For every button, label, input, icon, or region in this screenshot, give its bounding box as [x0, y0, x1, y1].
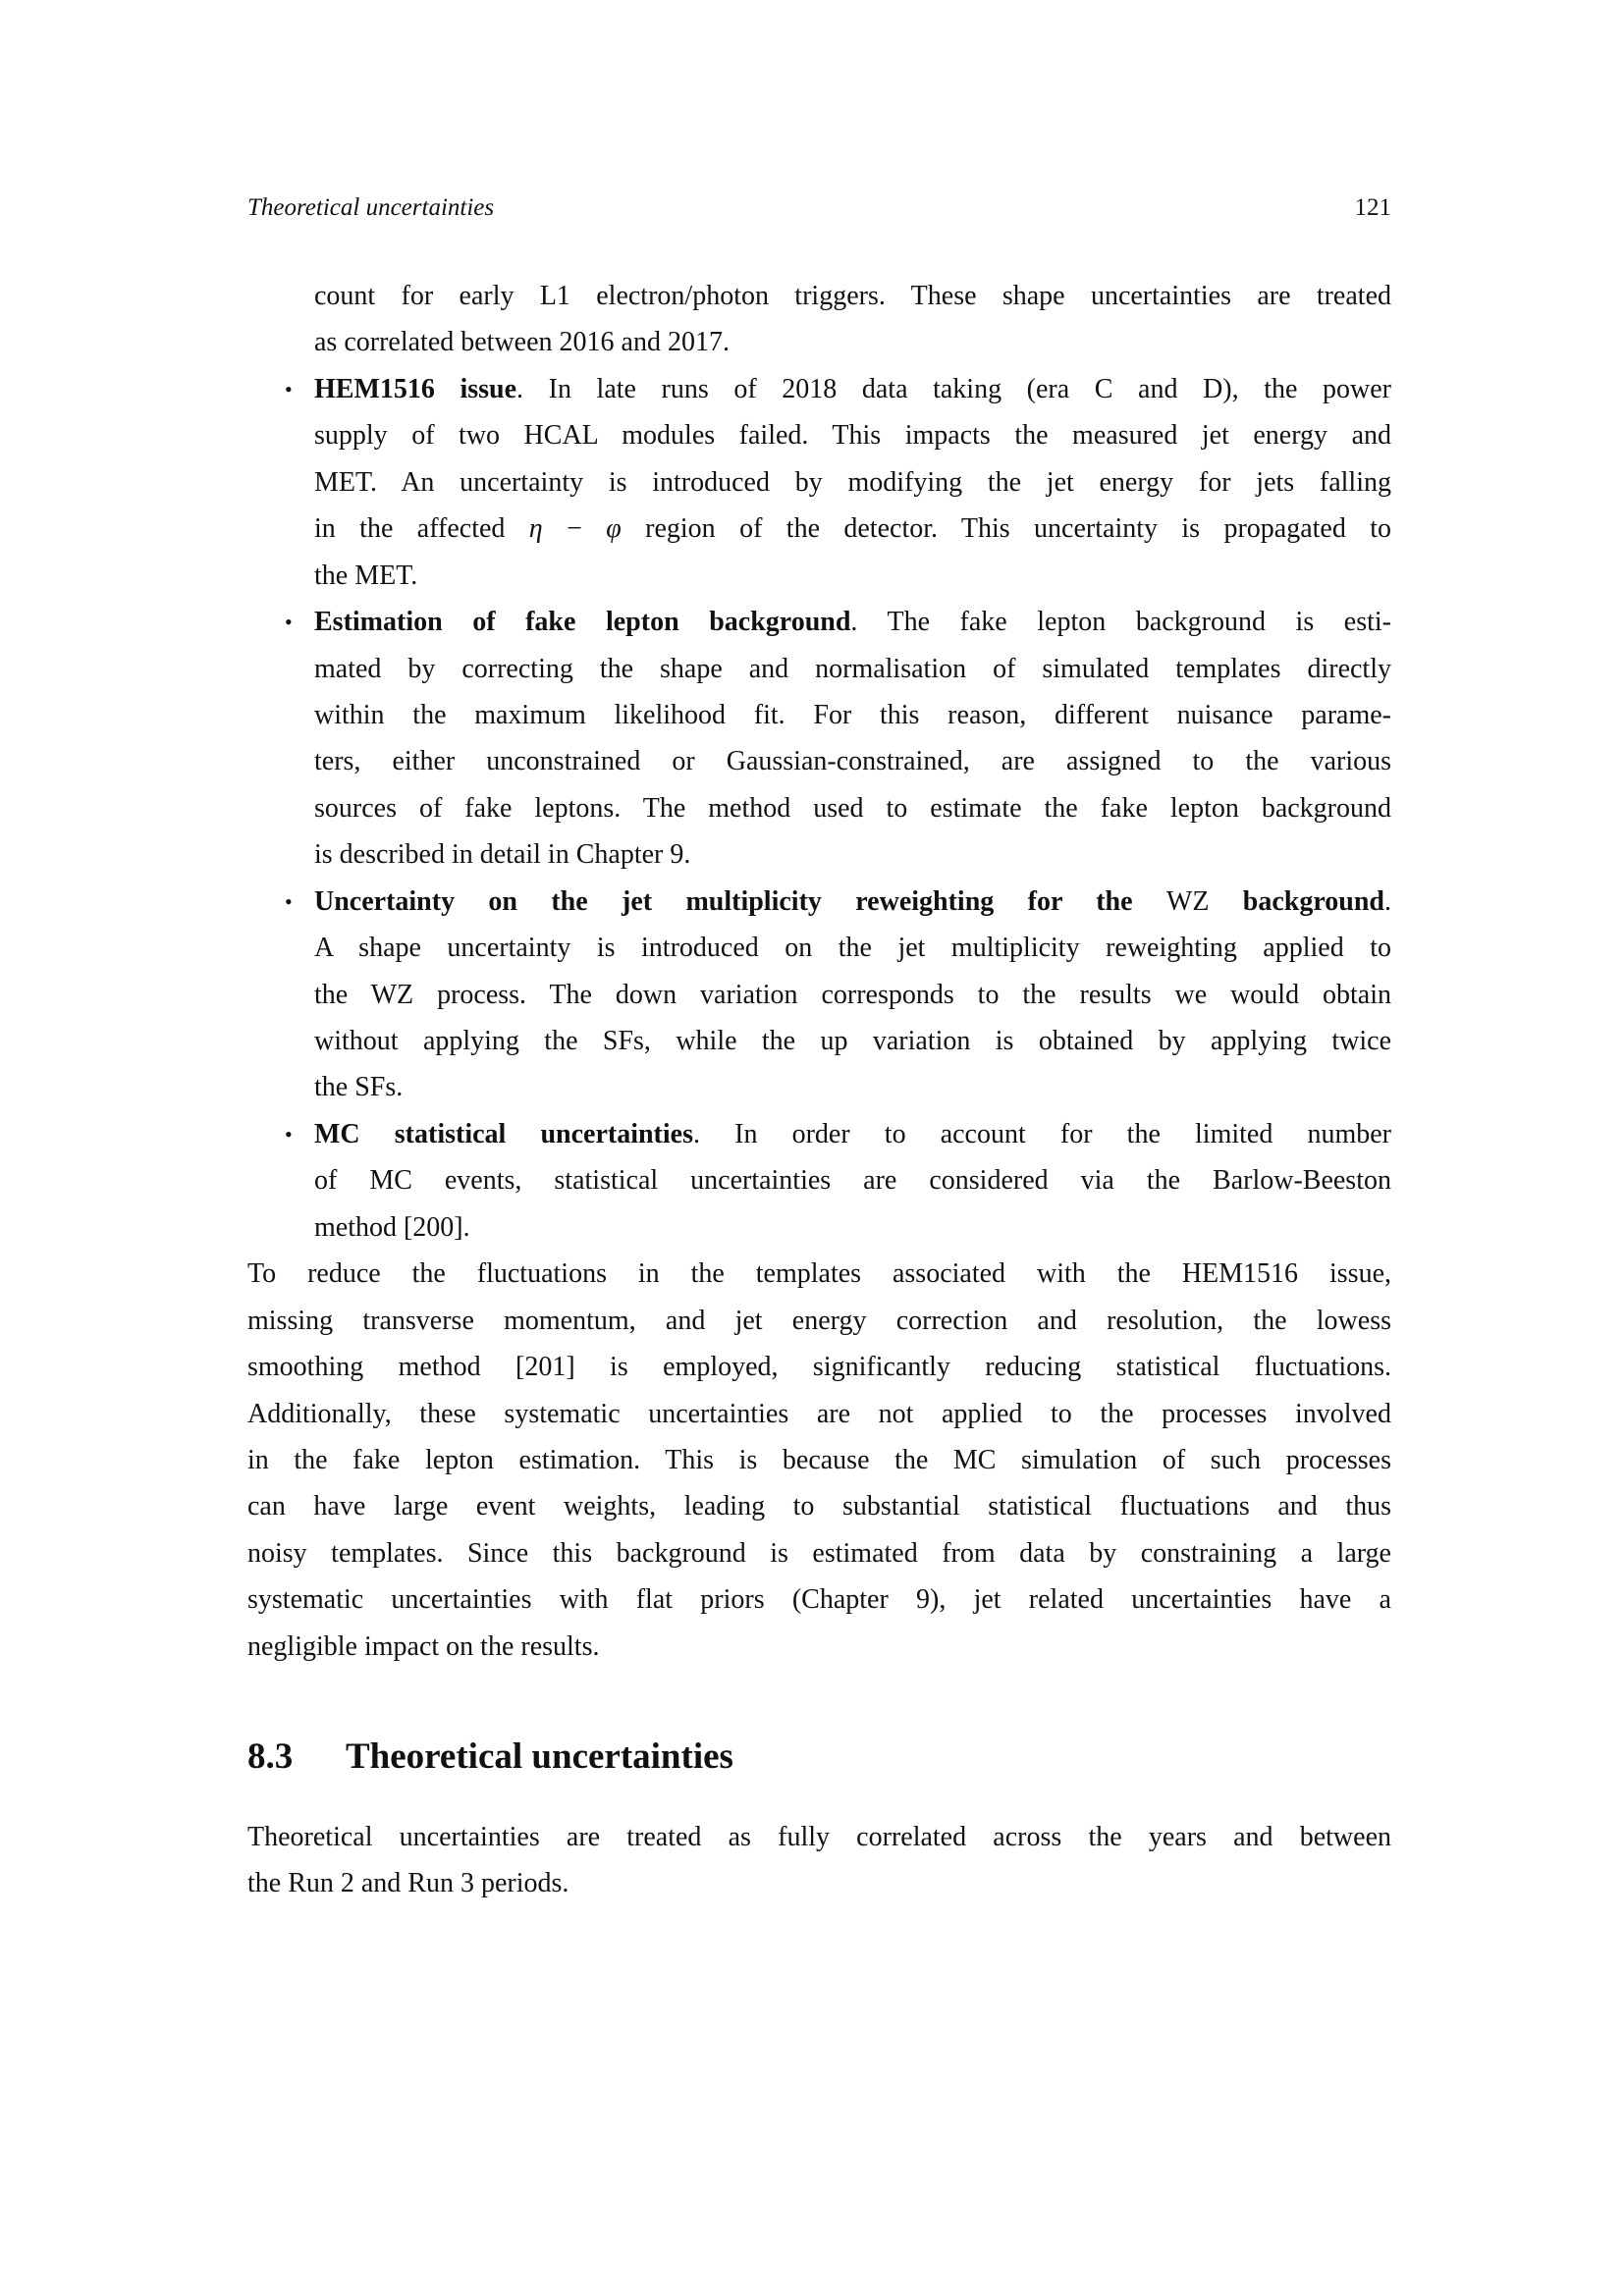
text-span: the WZ process. The down variation corresponds to the results we would obtain [314, 979, 1391, 1010]
text-line [314, 319, 1391, 365]
math-symbol: η [528, 513, 543, 545]
text-span: as correlated between 2016 and 2017. [314, 327, 730, 358]
text-line [314, 506, 1391, 552]
text-span: smoothing method [201] is employed, significantly reducing statistical fluctuations. [247, 1352, 1391, 1383]
text-line [314, 646, 1391, 692]
text-line [314, 925, 1391, 971]
text-span: negligible impact on the results. [247, 1630, 600, 1662]
text-line [314, 738, 1391, 784]
text-line [314, 412, 1391, 458]
bold-term: background [1209, 885, 1384, 917]
text-line [314, 972, 1391, 1018]
text-span: A shape uncertainty is introduced on the jet multiplicity reweighting applied to [314, 933, 1391, 964]
bullet-icon: • [285, 888, 293, 914]
text-span: . [1384, 885, 1391, 917]
text-span: ters, either unconstrained or Gaussian-constrained, are assigned to the various [314, 746, 1391, 777]
bullet-item-line [285, 1111, 1391, 1157]
text-span: missing transverse momentum, and jet energy correction and resolution, the lowess [247, 1305, 1391, 1336]
text-span: the SFs. [314, 1072, 404, 1103]
text-span: is described in detail in Chapter 9. [314, 839, 691, 871]
text-span: − [542, 513, 607, 545]
text-span: . In order to account for the limited number [692, 1118, 1391, 1149]
text-span: mated by correcting the shape and normalisation of simulated templates directly [314, 653, 1391, 684]
text-span: of MC events, statistical uncertainties are considered via the Barlow-Beeston [314, 1165, 1391, 1197]
bold-term: HEM1516 issue [314, 373, 517, 404]
section-title: Theoretical uncertainties [346, 1736, 733, 1777]
bullet-icon: • [285, 1121, 293, 1147]
text-line [314, 553, 1391, 599]
text-span: supply of two HCAL modules failed. This impacts the measured jet energy and [314, 420, 1391, 452]
bullet-item-line [285, 599, 1391, 645]
text-span: systematic uncertainties with flat priors (Chapter 9), jet related uncertainties have a [247, 1584, 1391, 1616]
text-line [314, 273, 1391, 319]
math-symbol: φ [606, 513, 622, 545]
text-span: Theoretical uncertainties are treated as fully correlated across the years and between [247, 1822, 1391, 1852]
text-line [314, 831, 1391, 878]
text-span: can have large event weights, leading to substantial statistical fluctuations and thus [247, 1491, 1391, 1522]
text-line [247, 1814, 1391, 1860]
running-header-title: Theoretical uncertainties [247, 194, 495, 221]
text-span: sources of fake leptons. The method used to estimate the fake lepton background [314, 792, 1391, 824]
section-paragraph [247, 1814, 1391, 1907]
text-line [314, 1018, 1391, 1064]
text-span: without applying the SFs, while the up variation is obtained by applying twice [314, 1026, 1391, 1056]
bullet-item-line [285, 366, 1391, 412]
page-number: 121 [1354, 194, 1391, 221]
text-span: count for early L1 electron/photon triggers. These shape uncertainties are treated [314, 281, 1391, 311]
text-line [314, 1204, 1391, 1251]
text-span: in the fake lepton estimation. This is because the MC simulation of such processes [247, 1444, 1391, 1475]
bullet-item-line [285, 879, 1391, 925]
text-span: noisy templates. Since this background is estimated from data by constraining a large [247, 1537, 1391, 1569]
text-line [314, 1064, 1391, 1110]
section-heading [247, 1735, 733, 1778]
text-span: within the maximum likelihood fit. For this reason, different nuisance parame- [314, 699, 1391, 730]
text-line [314, 1157, 1391, 1203]
text-span: region of the detector. This uncertainty is propagated to [621, 513, 1392, 545]
text-span: WZ [1165, 885, 1210, 917]
text-span: in the affected [314, 513, 529, 545]
text-line [247, 1483, 1391, 1529]
text-line [314, 459, 1391, 506]
text-line [247, 1530, 1391, 1576]
text-line [247, 1344, 1391, 1390]
text-span: Additionally, these systematic uncertainties are not applied to the processes involved [247, 1398, 1391, 1429]
text-span: the Run 2 and Run 3 periods. [247, 1868, 569, 1899]
text-span: . In late runs of 2018 data taking (era C and D), the power [516, 373, 1391, 404]
text-span: the MET. [314, 560, 418, 591]
text-span: MET. An uncertainty is introduced by modifying the jet energy for jets falling [314, 466, 1391, 498]
text-line [314, 785, 1391, 831]
text-span: method [200]. [314, 1211, 470, 1243]
text-line [247, 1576, 1391, 1623]
text-line [247, 1298, 1391, 1344]
text-line [247, 1624, 1391, 1670]
text-span: . The fake lepton background is esti- [850, 607, 1391, 638]
bullet-icon: • [285, 376, 293, 401]
text-span: To reduce the fluctuations in the templates associated with the HEM1516 issue, [247, 1258, 1391, 1290]
bold-term: MC statistical uncertainties [314, 1118, 693, 1149]
bold-term: Estimation of fake lepton background [314, 607, 851, 638]
text-line [247, 1437, 1391, 1483]
text-line [247, 1860, 1391, 1906]
section-number: 8.3 [247, 1736, 294, 1777]
body-text [247, 273, 1391, 1670]
text-line [247, 1391, 1391, 1437]
bold-term: Uncertainty on the jet multiplicity reweighting for the [314, 885, 1166, 917]
bullet-icon: • [285, 610, 293, 635]
text-line [314, 692, 1391, 738]
text-line [247, 1251, 1391, 1297]
